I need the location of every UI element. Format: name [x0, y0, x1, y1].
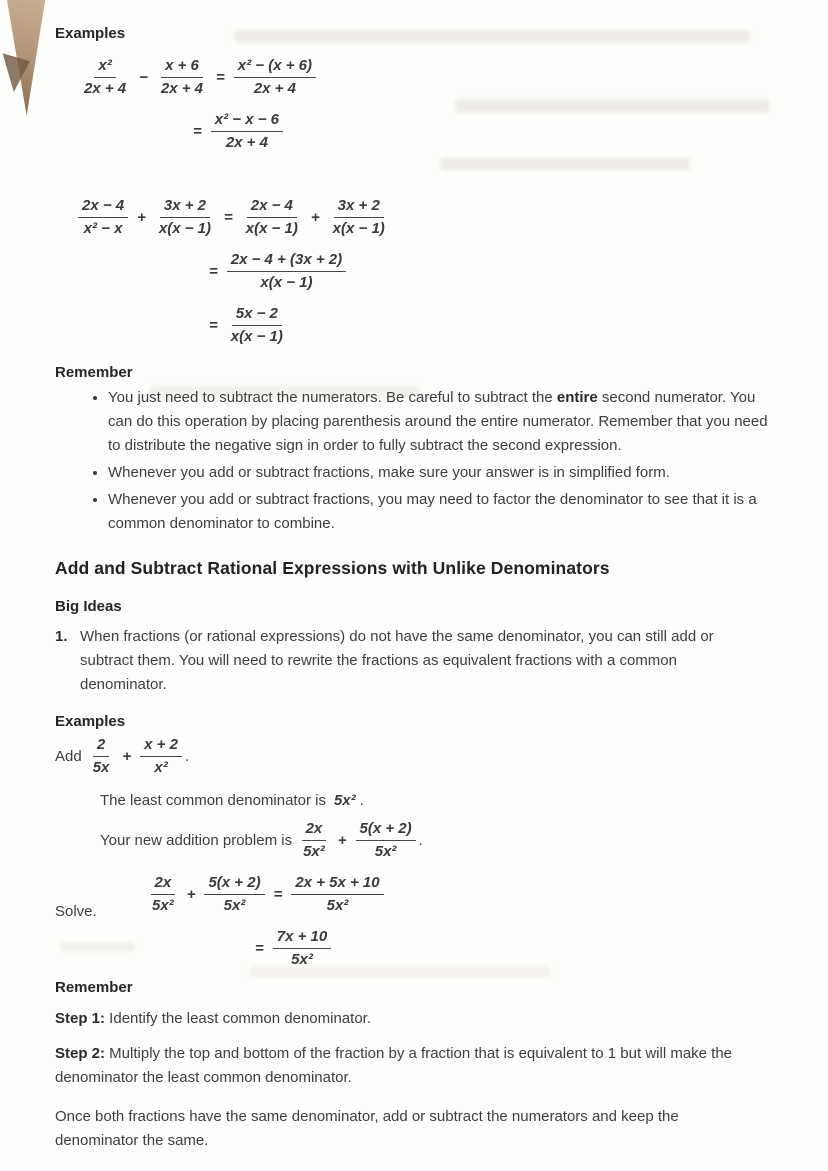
- math-operator: +: [137, 208, 146, 226]
- denominator: x(x − 1): [245, 219, 298, 237]
- step-paragraph: Step 1: Identify the least common denominator.: [55, 1010, 371, 1027]
- fraction: [273, 927, 331, 969]
- numerator: 3x + 2: [334, 196, 384, 218]
- math-operator: +: [310, 208, 320, 226]
- fraction: [78, 196, 128, 238]
- numerator: 3x + 2: [160, 196, 210, 218]
- math-operator: +: [337, 831, 347, 849]
- solve-block: [55, 873, 783, 969]
- big-idea-item: [55, 625, 765, 697]
- math-operator: =: [209, 262, 218, 280]
- fraction: [157, 56, 207, 98]
- numerator: x² − (x + 6): [234, 56, 316, 78]
- equation-add-factored-denominators: [55, 196, 783, 346]
- fraction: [291, 873, 383, 915]
- equation-subtract-like-denominators: [55, 56, 783, 152]
- item-number: 1.: [55, 628, 68, 645]
- denominator: 2x + 4: [253, 79, 296, 97]
- math-operator: =: [224, 208, 233, 226]
- denominator: x(x − 1): [158, 219, 212, 237]
- denominator: 5x²: [152, 896, 174, 914]
- numerator: 2x − 4 + (3x + 2): [227, 250, 346, 272]
- text: second numerator. You can do this operation by placing parenthesis around the entire numerator. Remember that you need to distribute the negative sign in order to fully subtract the second expression.: [108, 389, 768, 454]
- math-operator: =: [209, 316, 218, 334]
- numerator: 5(x + 2): [356, 819, 416, 841]
- bullet-item: [108, 488, 783, 536]
- numerator: x²: [94, 56, 115, 78]
- math-operator: =: [273, 885, 283, 903]
- numerator: 7x + 10: [273, 927, 331, 949]
- equation-solve: [145, 873, 387, 969]
- numerator: 2x: [151, 873, 176, 895]
- inline-math: 5x²: [333, 792, 356, 809]
- numerator: x + 2: [140, 735, 182, 757]
- fraction: [299, 819, 329, 861]
- fraction: [155, 196, 215, 238]
- section-title: Add and Subtract Rational Expressions with Unlike Denominators: [55, 558, 610, 578]
- math-operator: +: [122, 747, 132, 765]
- denominator: x(x − 1): [230, 327, 283, 345]
- denominator: 5x²: [223, 896, 246, 914]
- text: Your new addition problem is: [100, 831, 293, 849]
- denominator: 5x: [92, 758, 110, 776]
- fraction: [89, 735, 114, 777]
- denominator: 2x + 4: [160, 79, 204, 97]
- big-ideas-heading: Big Ideas: [55, 598, 122, 615]
- text: The least common denominator is: [100, 792, 326, 809]
- least-common-denominator-line: [100, 792, 783, 809]
- examples-heading-2: Examples: [55, 713, 126, 730]
- equation-row: [187, 110, 783, 152]
- fraction: [148, 873, 178, 915]
- remember-bullet-list: [55, 386, 783, 536]
- equation-row: [203, 250, 783, 292]
- text: Whenever you add or subtract fractions, you may need to factor the denominator to see that it is a common denominator to combine.: [108, 491, 757, 532]
- fraction: [211, 110, 283, 152]
- remember-heading-2: Remember: [55, 979, 133, 996]
- text: Whenever you add or subtract fractions, make sure your answer is in simplified form.: [108, 464, 670, 481]
- text: .: [184, 747, 190, 765]
- item-text: When fractions (or rational expressions) do not have the same denominator, you can still add or subtract them. You will need to rewrite the fractions as equivalent fractions with a common denominator.: [80, 628, 714, 693]
- denominator: 5x²: [374, 842, 397, 860]
- text: .: [418, 831, 423, 849]
- fraction: [227, 250, 346, 292]
- fraction: [329, 196, 389, 238]
- numerator: 5x − 2: [232, 304, 282, 326]
- solve-label: Solve.: [55, 903, 97, 920]
- steps-section: [55, 1007, 783, 1090]
- denominator: x(x − 1): [260, 273, 313, 291]
- equation-row: [203, 304, 783, 346]
- fraction: [356, 819, 416, 861]
- fraction: [80, 56, 130, 98]
- denominator: x²: [154, 758, 168, 776]
- fraction: [140, 735, 182, 777]
- bullet-item: [108, 461, 783, 485]
- numerator: 2x: [302, 819, 327, 841]
- denominator: 5x²: [291, 950, 313, 968]
- remember-heading-1: Remember: [55, 364, 133, 381]
- examples-heading-1: Examples: [55, 25, 126, 42]
- math-operator: =: [255, 939, 264, 957]
- fraction: [204, 873, 264, 915]
- denominator: 2x + 4: [84, 79, 127, 97]
- new-addition-problem-line: [100, 819, 783, 861]
- step-label: Step 2:: [55, 1045, 106, 1062]
- numerator: 5(x + 2): [204, 873, 264, 895]
- fraction: [234, 56, 316, 98]
- numerator: x + 6: [161, 56, 203, 78]
- math-operator: =: [216, 68, 225, 86]
- text: .: [359, 792, 364, 809]
- numerator: 2x + 5x + 10: [291, 873, 383, 895]
- denominator: 2x + 4: [225, 133, 268, 151]
- bullet-item: [108, 386, 783, 458]
- closing-paragraph: Once both fractions have the same denominator, add or subtract the numerators and keep the denominator the same.: [55, 1108, 679, 1149]
- numerator: x² − x − 6: [211, 110, 283, 132]
- math-operator: −: [139, 68, 148, 86]
- text: Add: [55, 747, 82, 765]
- add-problem-line: [55, 735, 783, 777]
- denominator: x(x − 1): [332, 219, 385, 237]
- text: You just need to subtract the numerators. Be careful to subtract the: [108, 389, 557, 406]
- fraction: [227, 304, 287, 346]
- equation-row: [75, 196, 783, 238]
- step-label: Step 1:: [55, 1010, 106, 1027]
- denominator: 5x²: [303, 842, 325, 860]
- numerator: 2x − 4: [78, 196, 128, 218]
- equation-row: [145, 873, 387, 915]
- numerator: 2: [93, 735, 109, 757]
- fraction: [242, 196, 302, 238]
- numerator: 2x − 4: [247, 196, 297, 218]
- step-paragraph: Step 2: Multiply the top and bottom of the fraction by a fraction that is equivalent to 1 but will make the denominator the least common denominator.: [55, 1045, 733, 1086]
- equation-row: [77, 56, 783, 98]
- equation-row: [249, 927, 387, 969]
- denominator: x² − x: [83, 219, 123, 237]
- math-operator: =: [193, 122, 202, 140]
- denominator: 5x²: [326, 896, 349, 914]
- math-operator: +: [186, 885, 196, 903]
- bold-text: entire: [556, 389, 598, 406]
- page-content: [55, 25, 783, 1153]
